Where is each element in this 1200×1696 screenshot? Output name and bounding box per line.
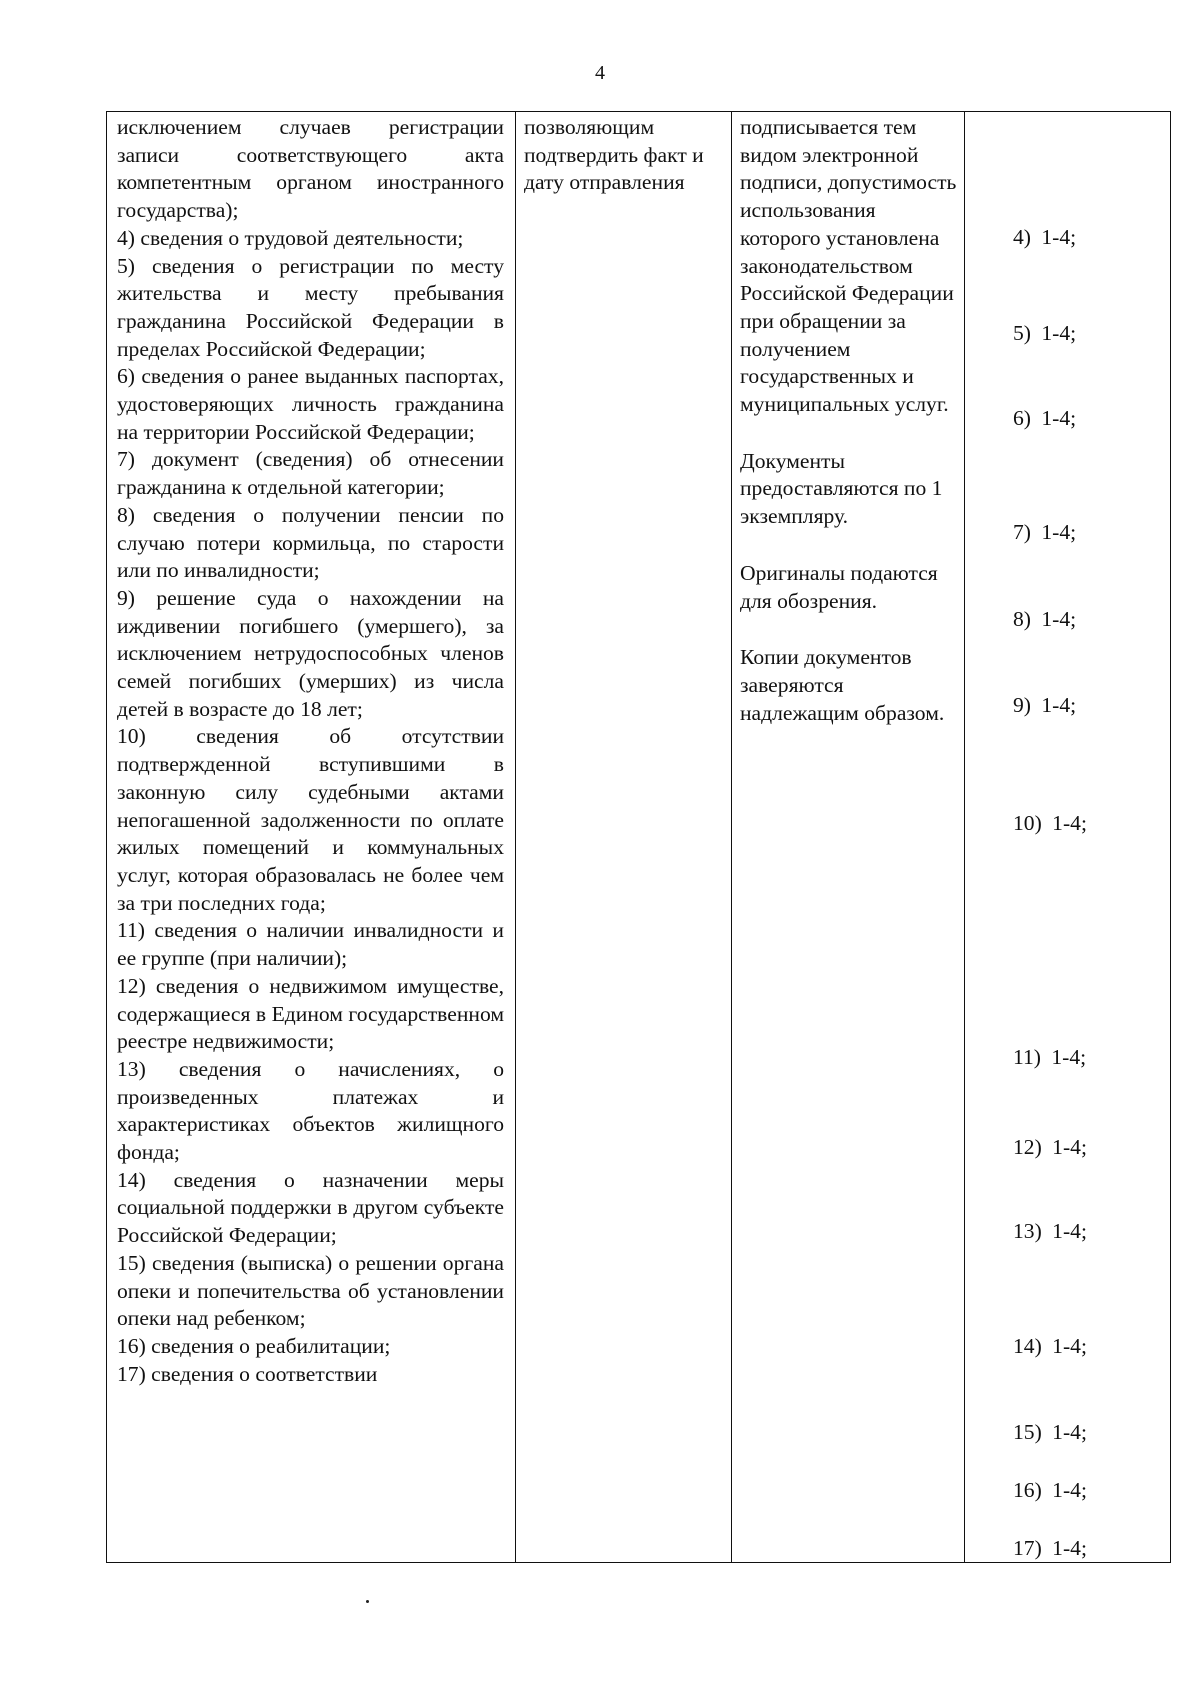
submission-method-cell xyxy=(516,112,732,1563)
page-number: 4 xyxy=(595,62,605,84)
references-cell xyxy=(965,112,1171,1563)
list-item: исключением случаев регистрации записи соответствующего акта компетентным органом иностранного государства); xyxy=(117,115,504,223)
requirements-paragraph: Копии документов заверяются надлежащим образом. xyxy=(740,645,945,725)
requirements-paragraph: подписывается тем видом электронной подписи, допустимость использования которого установлена законодательством Российской Федерации при обращении за получением государственных и муниципальных услуг. xyxy=(740,115,957,417)
reference-entry: 15) 1-4; xyxy=(1013,1420,1087,1444)
reference-entry: 16) 1-4; xyxy=(1013,1478,1087,1502)
reference-entry: 10) 1-4; xyxy=(1013,811,1087,835)
list-item: 6) сведения о ранее выданных паспортах, удостоверяющих личность гражданина на территории Российской Федерации; xyxy=(117,364,504,444)
requirements-cell xyxy=(732,112,965,1563)
table-row xyxy=(107,112,1171,1563)
reference-entry: 6) 1-4; xyxy=(1013,406,1077,430)
documents-table xyxy=(106,111,1171,1563)
stray-dot xyxy=(366,1600,369,1603)
reference-entry: 5) 1-4; xyxy=(1013,321,1077,345)
submission-method-text: позволяющим подтвердить факт и дату отправления xyxy=(524,115,704,195)
documents-list-cell xyxy=(107,112,516,1563)
list-item: 16) сведения о реабилитации; xyxy=(117,1333,391,1358)
list-item: 11) сведения о наличии инвалидности и ее группе (при наличии); xyxy=(117,918,504,971)
list-item: 14) сведения о назначении меры социальной поддержки в другом субъекте Российской Федерации; xyxy=(117,1167,504,1248)
reference-entry: 9) 1-4; xyxy=(1013,693,1077,717)
reference-entry: 12) 1-4; xyxy=(1013,1135,1087,1159)
list-item: 17) сведения о соответствии xyxy=(117,1361,378,1386)
reference-entry: 17) 1-4; xyxy=(1013,1536,1087,1560)
list-item: 8) сведения о получении пенсии по случаю потери кормильца, по старости или по инвалидности; xyxy=(117,502,504,583)
list-item: 15) сведения (выписка) о решении органа опеки и попечительства об установлении опеки над ребенком; xyxy=(117,1250,504,1331)
list-item: 4) сведения о трудовой деятельности; xyxy=(117,225,464,250)
reference-entry: 4) 1-4; xyxy=(1013,225,1077,249)
list-item: 9) решение суда о нахождении на иждивении погибшего (умершего), за исключением нетрудоспособных членов семей погибших (умерших) из числа детей в возрасте до 18 лет; xyxy=(117,585,504,721)
list-item: 10) сведения об отсутствии подтвержденной вступившими в законную силу судебными актами непогашенной задолженности по оплате жилых помещений и коммунальных услуг, которая образовалась не более чем за три последних года; xyxy=(117,724,504,915)
list-item: 5) сведения о регистрации по месту жительства и месту пребывания гражданина Российской Федерации в пределах Российской Федерации; xyxy=(117,253,504,361)
requirements-paragraph: Документы предоставляются по 1 экземпляру. xyxy=(740,448,943,529)
requirements-paragraph: Оригиналы подаются для обозрения. xyxy=(740,560,938,613)
reference-entry: 8) 1-4; xyxy=(1013,607,1077,631)
reference-entry: 14) 1-4; xyxy=(1013,1334,1087,1358)
list-item: 12) сведения о недвижимом имуществе, содержащиеся в Едином государственном реестре недвижимости; xyxy=(117,973,504,1054)
reference-entry: 13) 1-4; xyxy=(1013,1219,1087,1243)
reference-entry: 7) 1-4; xyxy=(1013,520,1077,544)
list-item: 13) сведения о начислениях, о произведенных платежах и характеристиках объектов жилищного фонда; xyxy=(117,1056,504,1165)
list-item: 7) документ (сведения) об отнесении гражданина к отдельной категории; xyxy=(117,447,504,500)
reference-entry: 11) 1-4; xyxy=(1013,1045,1087,1069)
